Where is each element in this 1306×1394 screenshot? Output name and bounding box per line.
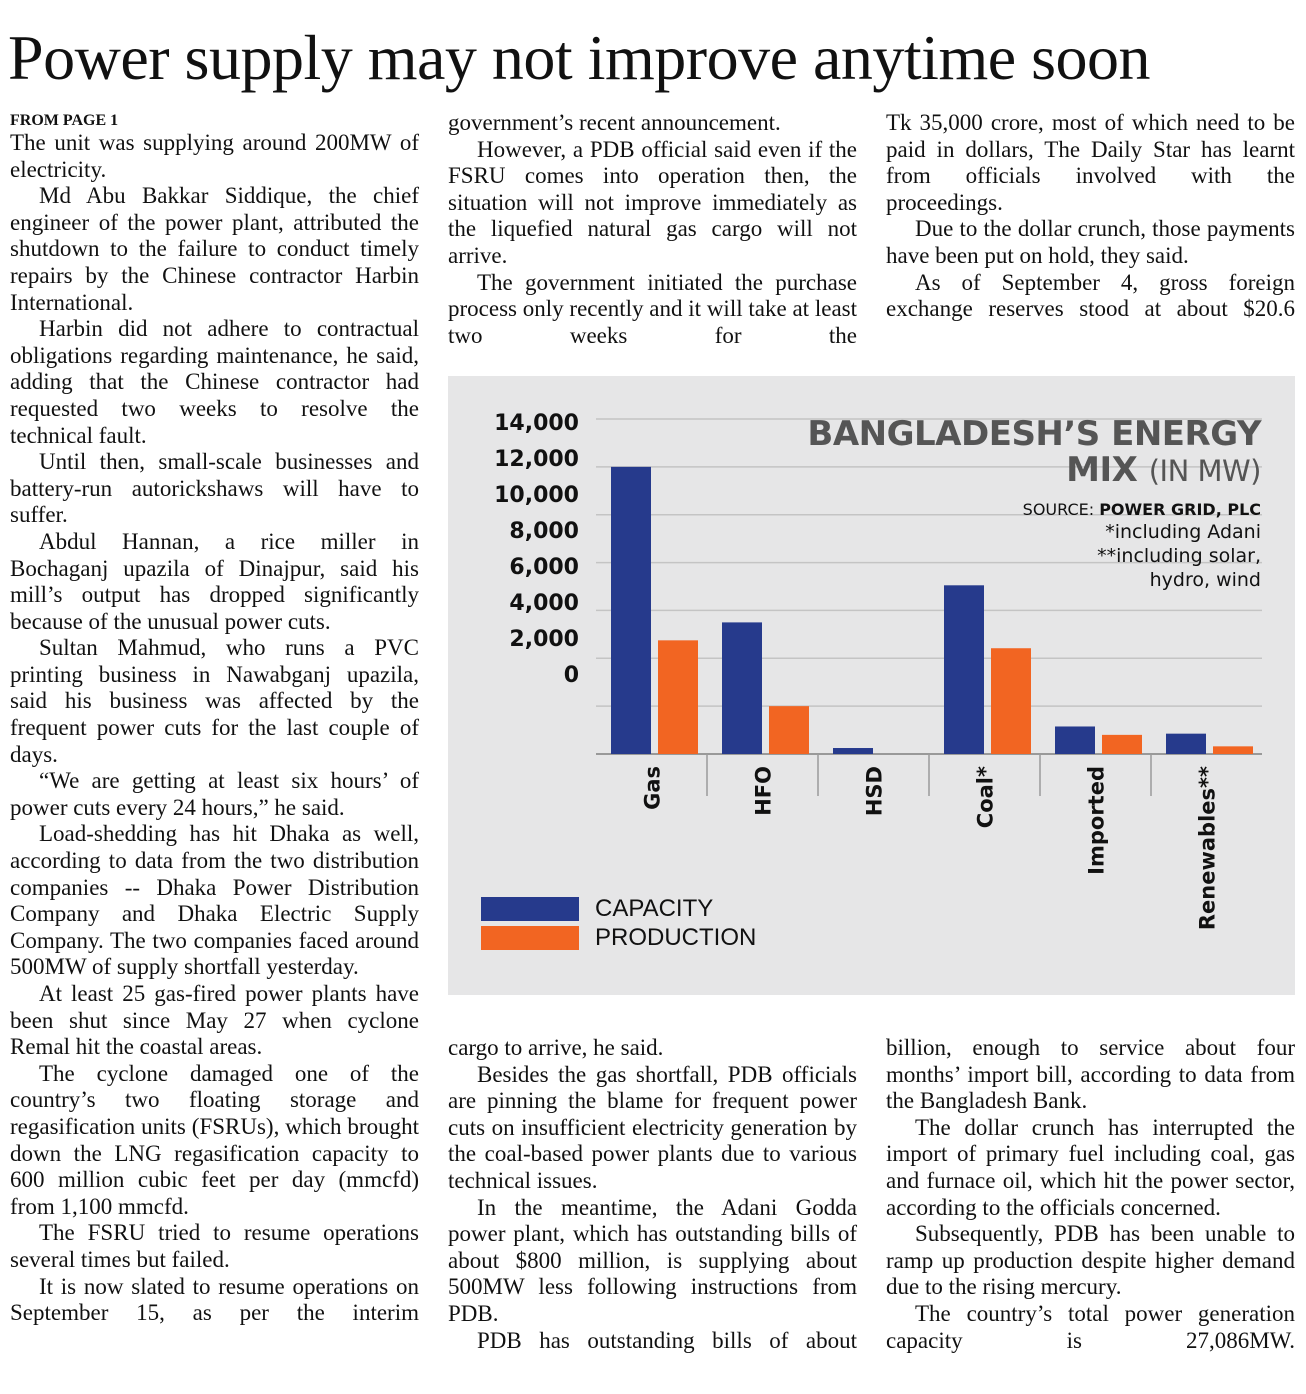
legend-swatch-capacity bbox=[481, 897, 579, 921]
legend-swatch-production bbox=[481, 926, 579, 950]
chart-title-mix: MIX bbox=[1066, 450, 1138, 490]
chart-note: *including Adani bbox=[1105, 521, 1261, 543]
article-column-2-top bbox=[448, 110, 857, 349]
paragraph: Tk 35,000 crore, most of which need to be paid in dollars, The Daily Star has learnt from officials involved with the proceedings. bbox=[886, 110, 1295, 215]
y-tick-label: 2,000 bbox=[509, 627, 579, 652]
bar-capacity-renewables bbox=[1166, 734, 1206, 754]
bar-production-renewables bbox=[1213, 746, 1253, 754]
category-label: HSD bbox=[862, 766, 887, 817]
paragraph: cargo to arrive, he said. bbox=[448, 1035, 664, 1060]
bar-capacity-gas bbox=[611, 467, 651, 754]
chart-note: hydro, wind bbox=[1149, 569, 1261, 591]
bar-production-gas bbox=[658, 640, 698, 754]
legend-label-capacity: CAPACITY bbox=[595, 894, 714, 922]
y-tick-label: 10,000 bbox=[494, 483, 579, 508]
legend-label-production: PRODUCTION bbox=[595, 923, 757, 951]
paragraph: billion, enough to service about four months’ import bill, according to data from the Bangladesh Bank. bbox=[886, 1035, 1295, 1114]
y-tick-label: 8,000 bbox=[509, 519, 579, 544]
category-label: HFO bbox=[751, 766, 776, 816]
y-tick-label: 14,000 bbox=[494, 411, 579, 436]
chart-source bbox=[1023, 500, 1261, 520]
bar-capacity-hfo bbox=[722, 622, 762, 754]
article-column-2-bottom bbox=[448, 1035, 857, 1354]
paragraph: Subsequently, PDB has been unable to ramp up production despite higher demand due to the rising mercury. bbox=[886, 1221, 1295, 1300]
legend-item-production bbox=[481, 923, 756, 952]
bar-capacity-imported bbox=[1055, 726, 1095, 754]
paragraph: Sultan Mahmud, who runs a PVC printing business in Nawabganj upazila, said his business was affected by the frequent power cuts for the last couple of days. bbox=[10, 635, 419, 767]
bar-production-coal bbox=[991, 648, 1031, 754]
source-name: POWER GRID, PLC bbox=[1099, 500, 1261, 519]
paragraph: The unit was supplying around 200MW of electricity. bbox=[10, 130, 419, 182]
paragraph: Due to the dollar crunch, those payments have been put on hold, they said. bbox=[886, 216, 1295, 268]
paragraph: Until then, small-scale businesses and battery-run autorickshaws will have to suffer. bbox=[10, 449, 419, 528]
chart-title-unit: (IN MW) bbox=[1148, 454, 1261, 488]
y-tick-label: 4,000 bbox=[509, 591, 579, 616]
chart-title-line-1: BANGLADESH’S ENERGY bbox=[807, 414, 1261, 454]
paragraph: However, a PDB official said even if the FSRU comes into operation then, the situation will not improve immediately as the liquefied natural gas cargo will not arrive. bbox=[448, 136, 857, 268]
paragraph: “We are getting at least six hours’ of power cuts every 24 hours,” he said. bbox=[10, 768, 419, 820]
article-column-1 bbox=[10, 112, 419, 1327]
paragraph: Abdul Hannan, a rice miller in Bochaganj upazila of Dinajpur, said his mill’s output has dropped significantly because of the unusual power cuts. bbox=[10, 528, 419, 634]
bar-capacity-hsd bbox=[833, 748, 873, 754]
paragraph: The country’s total power generation capacity is 27,086MW. bbox=[886, 1300, 1295, 1353]
paragraph: government’s recent announcement. bbox=[448, 110, 781, 135]
paragraph: PDB has outstanding bills of about bbox=[477, 1327, 857, 1353]
legend-item-capacity bbox=[481, 894, 756, 923]
chart-note: **including solar, bbox=[1097, 545, 1261, 567]
bar-capacity-coal bbox=[944, 585, 984, 754]
paragraph: Md Abu Bakkar Siddique, the chief engineer of the power plant, attributed the shutdown to the failure to conduct timely repairs by the Chinese contractor Harbin International. bbox=[10, 183, 419, 315]
article-column-3-bottom bbox=[886, 1035, 1295, 1354]
paragraph: The cyclone damaged one of the country’s two floating storage and regasification units (FSRUs), which brought down the LNG regasification capacity to 600 million cubic feet per day (mmcfd) from 1,100 mmcfd. bbox=[10, 1060, 419, 1219]
chart-title bbox=[807, 416, 1261, 489]
article-column-3-top bbox=[886, 110, 1295, 323]
paragraph: In the meantime, the Adani Godda power plant, which has outstanding bills of about $800 million, is supplying about 500MW less following instructions from PDB. bbox=[448, 1194, 857, 1326]
y-tick-label: 0 bbox=[563, 663, 579, 688]
category-label: Gas bbox=[640, 766, 665, 810]
paragraph: At least 25 gas-fired power plants have been shut since May 27 when cyclone Remal hit the coastal areas. bbox=[10, 981, 419, 1060]
energy-mix-chart bbox=[448, 376, 1295, 995]
kicker: FROM PAGE 1 bbox=[10, 112, 119, 129]
paragraph: The FSRU tried to resume operations several times but failed. bbox=[10, 1220, 419, 1272]
bar-production-hfo bbox=[769, 706, 809, 754]
paragraph: The government initiated the purchase process only recently and it will take at least two weeks for the bbox=[448, 269, 857, 348]
chart-notes bbox=[1023, 500, 1261, 592]
category-label: Coal* bbox=[973, 766, 998, 829]
paragraph: It is now slated to resume operations on September 15, as per the interim bbox=[10, 1273, 419, 1326]
category-label: Renewables** bbox=[1195, 766, 1220, 931]
paragraph: As of September 4, gross foreign exchange reserves stood at about $20.6 bbox=[886, 269, 1295, 322]
chart-title-line-2 bbox=[807, 452, 1261, 489]
bar-production-imported bbox=[1102, 735, 1142, 754]
y-tick-label: 6,000 bbox=[509, 555, 579, 580]
paragraph: Load-shedding has hit Dhaka as well, according to data from the two distribution companies -- Dhaka Power Distribution Company and Dhaka Electric Supply Company. The two companies faced around 500MW of supply shortfall yesterday. bbox=[10, 821, 419, 980]
paragraph: Harbin did not adhere to contractual obligations regarding maintenance, he said, adding that the Chinese contractor had requested two weeks to resolve the technical fault. bbox=[10, 316, 419, 448]
chart-legend bbox=[481, 894, 756, 952]
category-label: Imported bbox=[1084, 766, 1109, 875]
paragraph: The dollar crunch has interrupted the import of primary fuel including coal, gas and furnace oil, which hit the power sector, according to the officials concerned. bbox=[886, 1114, 1295, 1220]
source-prefix: SOURCE: bbox=[1022, 500, 1095, 519]
paragraph: Besides the gas shortfall, PDB officials are pinning the blame for frequent power cuts on insufficient electricity generation by the coal-based power plants due to various technical issues. bbox=[448, 1061, 857, 1193]
headline: Power supply may not improve anytime soon bbox=[8, 22, 1151, 93]
y-tick-label: 12,000 bbox=[494, 447, 579, 472]
